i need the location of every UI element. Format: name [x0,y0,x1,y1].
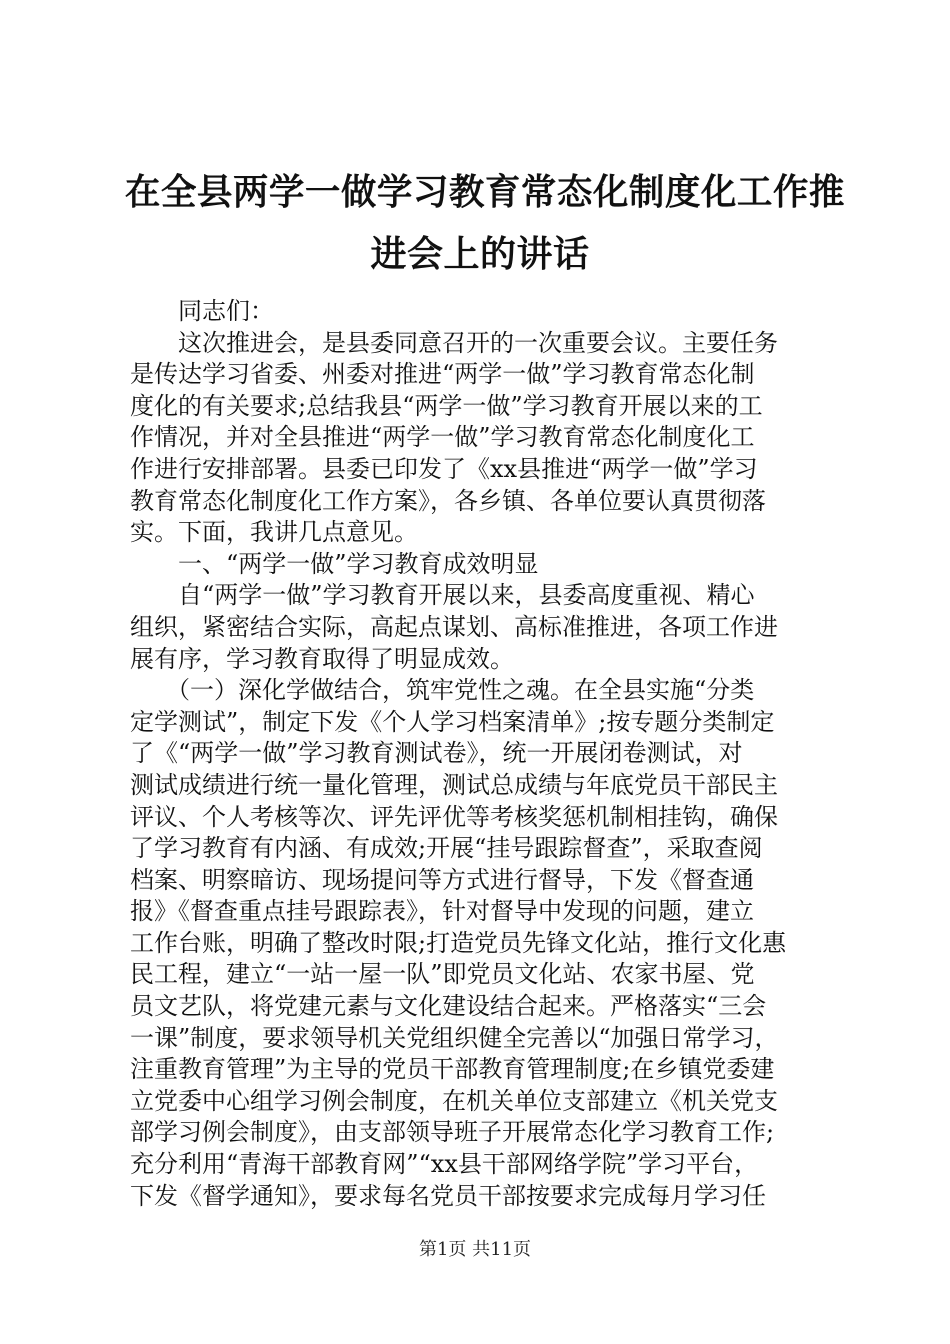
body-line: 部学习例会制度》，由支部领导班子开展常态化学习教育工作; [130,1118,775,1147]
body-line: 报》《督查重点挂号跟踪表》，针对督导中发现的问题，建立 [130,897,754,926]
body-line: 一课”制度，要求领导机关党组织健全完善以“加强日常学习， [130,1023,779,1052]
body-line: 定学测试”，制定下发《个人学习档案清单》;按专题分类制定 [130,707,775,736]
body-line: 工作台账，明确了整改时限;打造党员先锋文化站，推行文化惠 [130,928,787,957]
body-line: 自“两学一做”学习教育开展以来，县委高度重视、精心 [130,581,755,610]
body-line: 这次推进会，是县委同意召开的一次重要会议。主要任务 [130,328,778,357]
body-line: 度化的有关要求;总结我县“两学一做”学习教育开展以来的工 [130,391,763,420]
body-line: 档案、明察暗访、现场提问等方式进行督导，下发《督查通 [130,865,754,894]
document-title [120,162,845,286]
body-line: 测试成绩进行统一量化管理，测试总成绩与年底党员干部民主 [130,770,778,799]
body-line: 教育常态化制度化工作方案》，各乡镇、各单位要认真贯彻落 [130,486,766,515]
body-line: 了《“两学一做”学习教育测试卷》，统一开展闭卷测试，对 [130,739,743,768]
body-line: 充分利用“青海干部教育网”“xx县干部网络学院”学习平台， [130,1150,759,1179]
body-line: 同志们： [130,297,274,325]
body-line: 员文艺队，将党建元素与文化建设结合起来。严格落实“三会 [130,992,767,1021]
body-line: 作进行安排部署。县委已印发了《xx县推进“两学一做”学习 [130,454,758,483]
body-line: 是传达学习省委、州委对推进“两学一做”学习教育常态化制 [130,360,755,389]
body-line: 立党委中心组学习例会制度，在机关单位支部建立《机关党支 [130,1086,778,1115]
body-line: 作情况，并对全县推进“两学一做”学习教育常态化制度化工 [130,423,755,452]
body-line: 民工程，建立“一站一屋一队”即党员文化站、农家书屋、党 [130,960,755,989]
document-body [130,296,832,1212]
body-line: （一）深化学做结合，筑牢党性之魂。在全县实施“分类 [130,676,755,705]
body-line: 注重教育管理”为主导的党员干部教育管理制度;在乡镇党委建 [130,1055,775,1084]
page-footer: 第1页 共11页 [418,1239,532,1260]
body-line: 评议、个人考核等次、评先评优等考核奖惩机制相挂钩，确保 [130,802,778,831]
body-line: 组织，紧密结合实际，高起点谋划、高标准推进，各项工作进 [130,612,778,641]
body-line: 实。下面，我讲几点意见。 [130,518,418,547]
title-line: 在全县两学一做学习教育常态化制度化工作推 [124,172,845,213]
body-line: 下发《督学通知》，要求每名党员干部按要求完成每月学习任 [130,1181,766,1210]
body-line: 一、“两学一做”学习教育成效明显 [130,549,539,578]
body-line: 了学习教育有内涵、有成效;开展“挂号跟踪督查”，采取查阅 [130,834,763,863]
body-line: 展有序，学习教育取得了明显成效。 [130,644,514,673]
title-line: 进会上的讲话 [370,234,590,275]
